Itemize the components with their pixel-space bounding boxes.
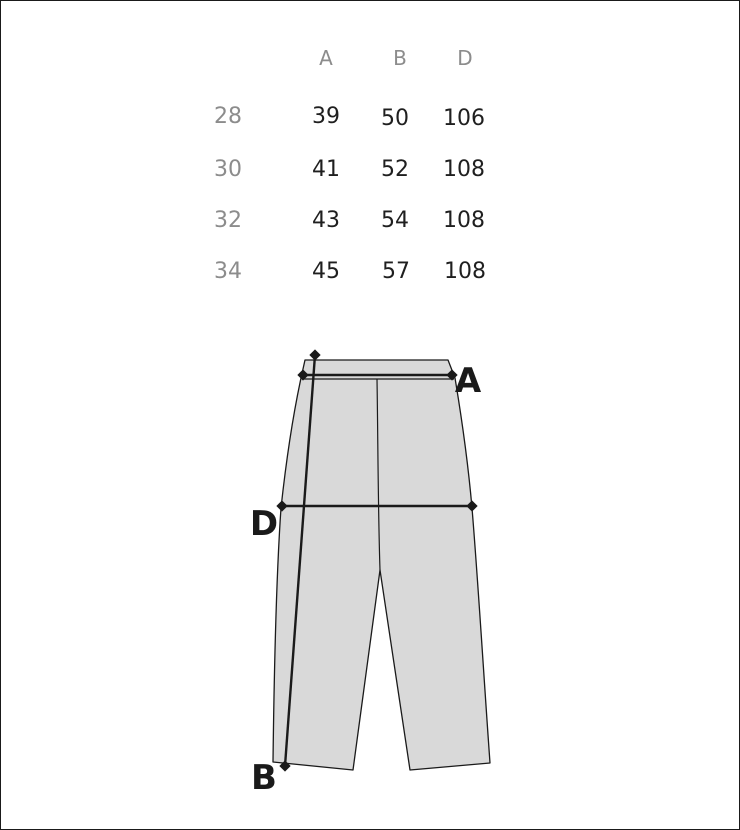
size-label-34: 34 [214, 259, 242, 284]
size-label-28: 28 [214, 104, 242, 129]
measure-label-a: A [454, 361, 482, 401]
size-label-30: 30 [214, 157, 242, 182]
measure-label-d: D [249, 504, 279, 544]
cell-34-b: 57 [382, 259, 410, 284]
column-header-b: B [393, 46, 407, 70]
cell-32-b: 54 [381, 208, 409, 233]
measure-point-b-top [309, 349, 320, 360]
cell-34-a: 45 [312, 259, 340, 284]
cell-30-d: 108 [443, 157, 485, 182]
measure-label-b: B [251, 758, 277, 798]
trousers-outline [273, 360, 490, 770]
cell-30-a: 41 [312, 157, 340, 182]
column-header-a: A [319, 46, 333, 70]
column-header-d: D [457, 46, 473, 70]
cell-34-d: 108 [444, 259, 486, 284]
cell-32-d: 108 [443, 208, 485, 233]
cell-28-d: 106 [443, 106, 485, 131]
cell-30-b: 52 [381, 157, 409, 182]
cell-28-a: 39 [312, 104, 340, 129]
cell-32-a: 43 [312, 208, 340, 233]
size-label-32: 32 [214, 208, 242, 233]
cell-28-b: 50 [381, 106, 409, 131]
